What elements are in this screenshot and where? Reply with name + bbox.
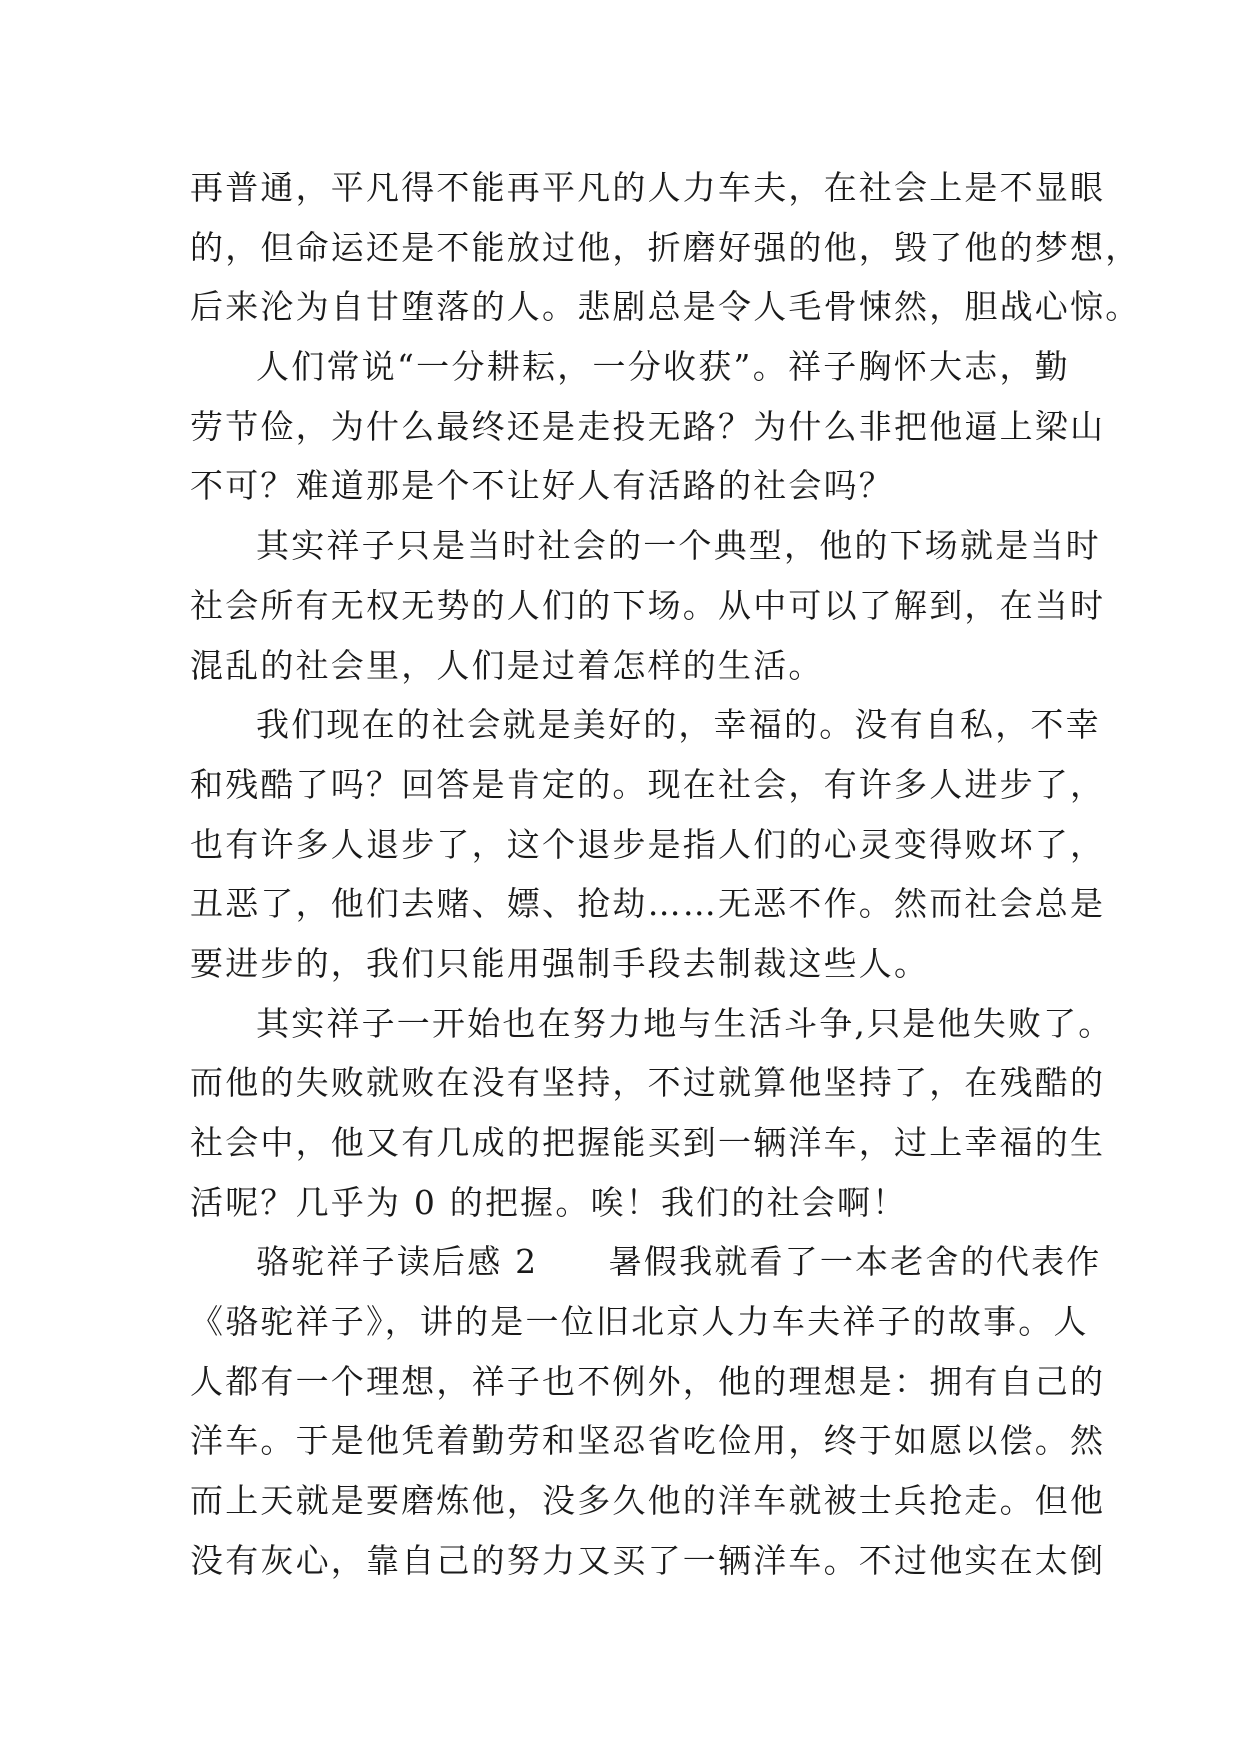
text-line: 社会所有无权无势的人们的下场。从中可以了解到，在当时 <box>190 585 1106 625</box>
text-line: 和残酷了吗？回答是肯定的。现在社会，有许多人进步了， <box>190 764 1106 804</box>
text-line: 我们现在的社会就是美好的，幸福的。没有自私，不幸 <box>256 705 1101 745</box>
text-line: 不可？难道那是个不让好人有活路的社会吗？ <box>190 466 894 506</box>
text-line: 《骆驼祥子》，讲的是一位旧北京人力车夫祥子的故事。人 <box>190 1302 1089 1342</box>
text-line: 社会中，他又有几成的把握能买到一辆洋车，过上幸福的生 <box>190 1123 1106 1162</box>
text-line: 人们常说“一分耕耘，一分收获”。祥子胸怀大志，勤 <box>256 347 1070 387</box>
text-line: 的，但命运还是不能放过他，折磨好强的他，毁了他的梦想， <box>190 227 1141 267</box>
text-line: 也有许多人退步了，这个退步是指人们的心灵变得败坏了， <box>190 824 1106 864</box>
text-line: 活呢？几乎为 0 的把握。唉！我们的社会啊！ <box>190 1182 908 1222</box>
text-line: 而上天就是要磨炼他，没多久他的洋车就被士兵抢走。但他 <box>190 1481 1106 1521</box>
text-line: 没有灰心，靠自己的努力又买了一辆洋车。不过他实在太倒 <box>190 1540 1106 1580</box>
text-line: 要进步的，我们只能用强制手段去制裁这些人。 <box>190 943 930 983</box>
body-text <box>190 158 1141 1591</box>
text-line: 其实祥子只是当时社会的一个典型，他的下场就是当时 <box>256 526 1101 566</box>
text-line: 丑恶了，他们去赌、嫖、抢劫……无恶不作。然而社会总是 <box>190 884 1106 924</box>
text-line: 劳节俭，为什么最终还是走投无路？为什么非把他逼上梁山 <box>190 406 1106 446</box>
text-line: 而他的失败就败在没有坚持，不过就算他坚持了，在残酷的 <box>190 1063 1106 1103</box>
text-line: 再普通，平凡得不能再平凡的人力车夫，在社会上是不显眼 <box>190 168 1106 207</box>
text-line: 其实祥子一开始也在努力地与生活斗争,只是他失败了。 <box>256 1003 1114 1043</box>
text-line: 人都有一个理想，祥子也不例外，他的理想是：拥有自己的 <box>190 1361 1106 1401</box>
text-line: 后来沦为自甘堕落的人。悲剧总是令人毛骨悚然，胆战心惊。 <box>190 287 1141 327</box>
text-line: 骆驼祥子读后感 2 暑假我就看了一本老舍的代表作 <box>256 1242 1102 1282</box>
text-line: 洋车。于是他凭着勤劳和坚忍省吃俭用，终于如愿以偿。然 <box>190 1421 1106 1461</box>
text-line: 混乱的社会里，人们是过着怎样的生活。 <box>190 645 824 685</box>
